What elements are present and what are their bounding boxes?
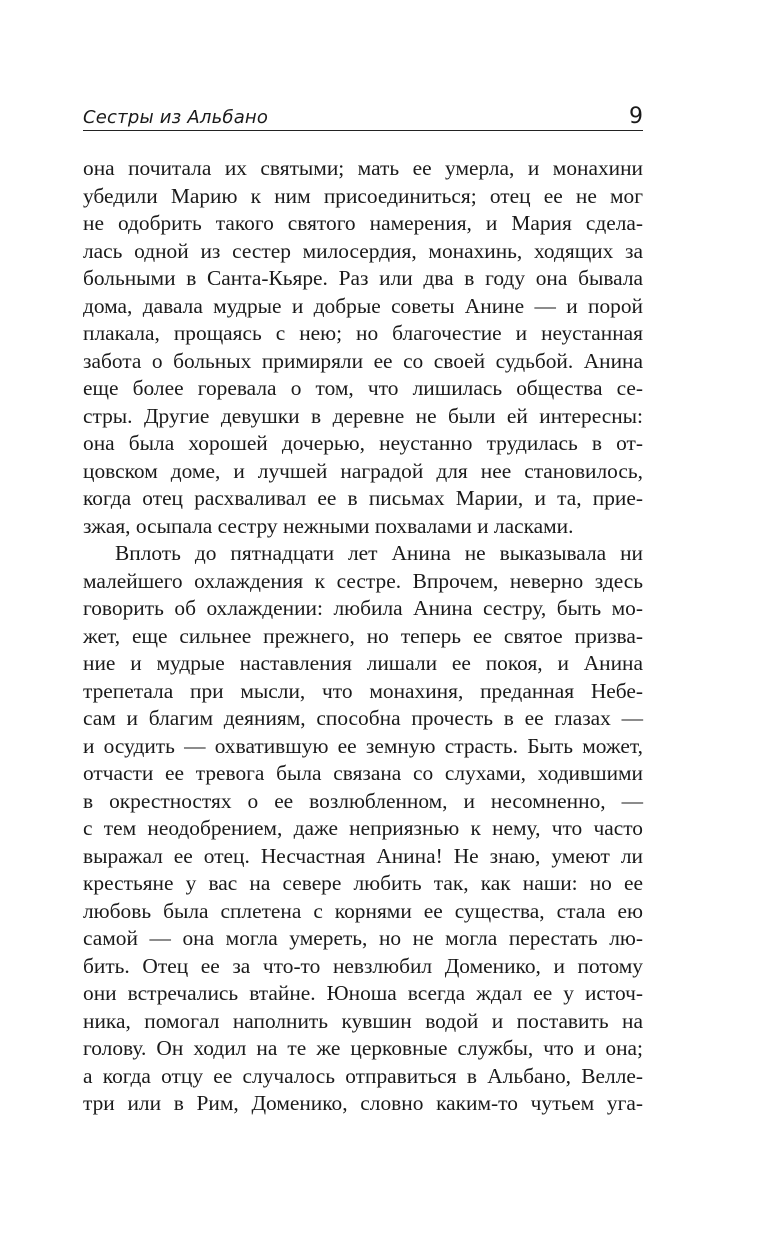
- text-line: плакала, прощаясь с нею; но благочестие и неустанная: [83, 321, 643, 345]
- text-line: малейшего охлаждения к сестре. Впрочем, неверно здесь: [83, 568, 643, 593]
- body-text: [83, 155, 643, 1118]
- paragraph: [83, 540, 643, 1118]
- text-line: стры. Другие девушки в деревне не были ей интересны:: [83, 403, 643, 428]
- text-line: три или в Рим, Доменико, словно каким-то чутьем уга-: [83, 1091, 643, 1115]
- text-line: жет, еще сильнее прежнего, но теперь ее святое призва-: [83, 623, 643, 648]
- text-line: лась одной из сестер милосердия, монахинь, ходящих за: [83, 238, 643, 263]
- text-line: ника, помогал наполнить кувшин водой и поставить на: [83, 1008, 643, 1033]
- text-line: больными в Санта-Кьяре. Раз или два в году она бывала: [83, 266, 643, 290]
- book-page: [83, 100, 643, 1118]
- text-line: говорить об охлаждении: любила Анина сестру, быть мо-: [83, 596, 643, 620]
- text-line: трепетала при мысли, что монахиня, преданная Небе-: [83, 678, 643, 703]
- text-line: а когда отцу ее случалось отправиться в Альбано, Велле-: [83, 1063, 643, 1088]
- text-line: дома, давала мудрые и добрые советы Анине — и порой: [83, 293, 643, 318]
- text-line: отчасти ее тревога была связана со слухами, ходившими: [83, 761, 643, 785]
- text-line: Вплоть до пятнадцати лет Анина не выказывала ни: [115, 541, 643, 565]
- text-line: убедили Марию к ним присоединиться; отец ее не мог: [83, 183, 643, 208]
- text-line: забота о больных примиряли ее со своей судьбой. Анина: [83, 348, 643, 373]
- text-line: ние и мудрые наставления лишали ее покоя, и Анина: [83, 651, 643, 675]
- text-line: не одобрить такого святого намерения, и Мария сдела-: [83, 211, 643, 235]
- text-line: они встречались втайне. Юноша всегда ждал ее у источ-: [83, 981, 643, 1005]
- page-number: 9: [629, 104, 643, 129]
- text-line: выражал ее отец. Несчастная Анина! Не знаю, умеют ли: [83, 843, 643, 868]
- text-line: она была хорошей дочерью, неустанно трудилась в от-: [83, 431, 643, 455]
- running-title: Сестры из Альбано: [83, 107, 269, 128]
- text-line: она почитала их святыми; мать ее умерла, и монахини: [83, 156, 643, 180]
- paragraph: [83, 155, 643, 540]
- text-line: и осудить — охватившую ее земную страсть. Быть может,: [83, 733, 643, 758]
- text-line: самой — она могла умереть, но не могла перестать лю-: [83, 926, 643, 950]
- text-line: крестьяне у вас на севере любить так, как наши: но ее: [83, 871, 643, 895]
- text-line: еще более горевала о том, что лишилась общества се-: [83, 376, 643, 400]
- text-line: с тем неодобрением, даже неприязнью к нему, что часто: [83, 816, 643, 840]
- running-header: [83, 100, 643, 131]
- text-line: бить. Отец ее за что-то невзлюбил Доменико, и потому: [83, 953, 643, 978]
- text-line: любовь была сплетена с корнями ее существа, стала ею: [83, 898, 643, 923]
- text-line: сам и благим деяниям, способна прочесть в ее глазах —: [83, 706, 643, 730]
- text-line: голову. Он ходил на те же церковные службы, что и она;: [83, 1036, 643, 1060]
- text-line: в окрестностях о ее возлюбленном, и несомненно, —: [83, 788, 643, 813]
- text-line: зжая, осыпала сестру нежными похвалами и ласками.: [83, 513, 574, 538]
- text-line: цовском доме, и лучшей наградой для нее становилось,: [83, 458, 643, 483]
- text-line: когда отец расхваливал ее в письмах Марии, и та, прие-: [83, 486, 643, 510]
